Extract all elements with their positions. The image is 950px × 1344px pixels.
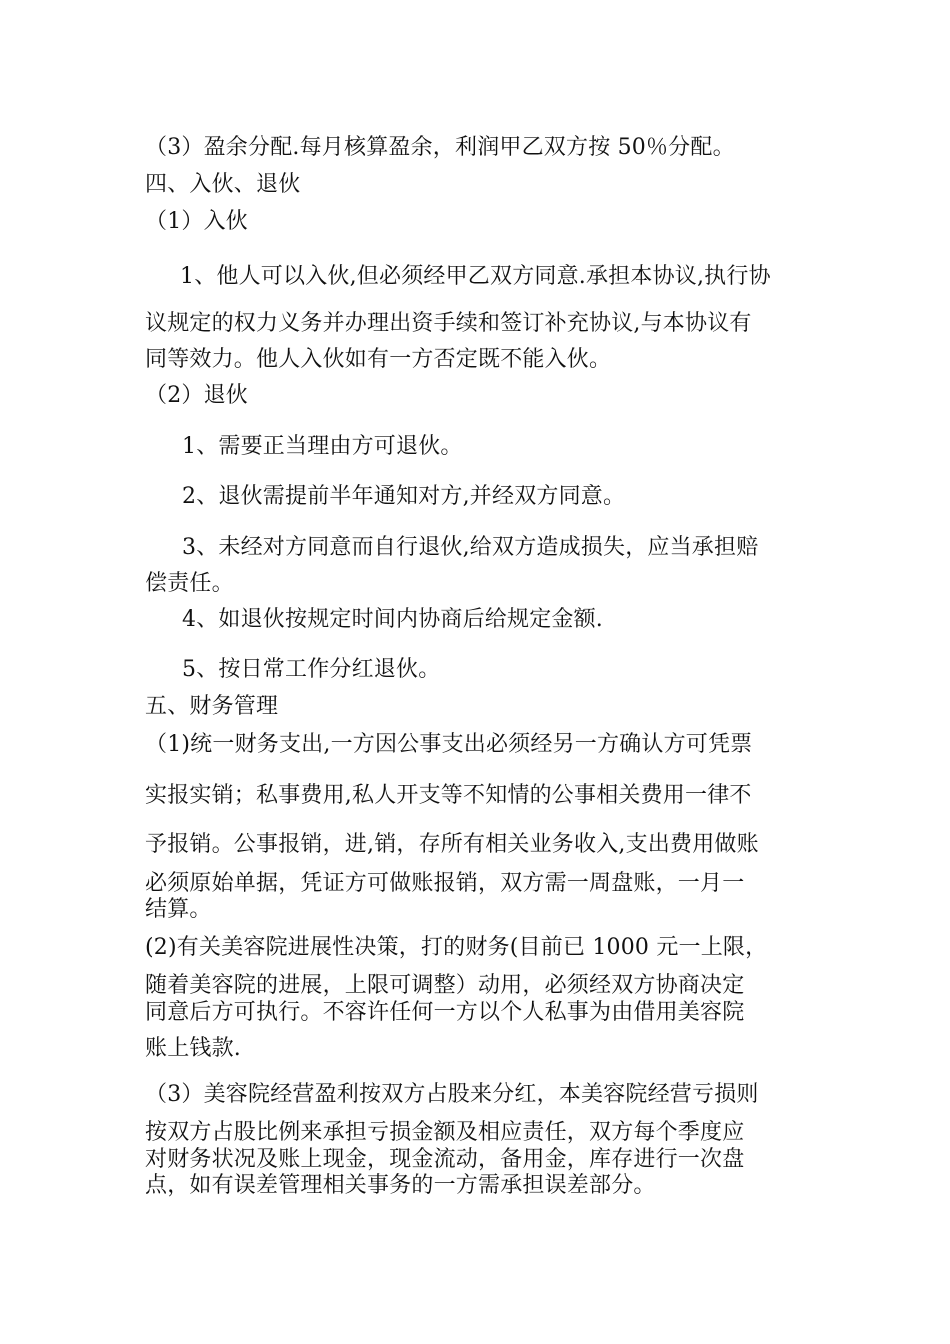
exit-clause-4: 4、如退伙按规定时间内协商后给规定金额. — [182, 607, 603, 632]
finance-clause-1-line-4: 必须原始单据，凭证方可做账报销，双方需一周盘账，一月一 — [145, 871, 745, 896]
exit-clause-2: 2、退伙需提前半年通知对方,并经双方同意。 — [182, 484, 626, 509]
finance-clause-2-line-3: 同意后方可执行。不容许任何一方以个人私事为由借用美容院 — [145, 1000, 745, 1025]
join-clause-line-3: 同等效力。他人入伙如有一方否定既不能入伙。 — [145, 347, 612, 372]
exit-clause-5: 5、按日常工作分红退伙。 — [182, 657, 441, 682]
subheading-exit: （2）退伙 — [145, 383, 248, 408]
section-heading-finance: 五、财务管理 — [145, 694, 279, 719]
finance-clause-1-line-3: 予报销。公事报销，进,销，存所有相关业务收入,支出费用做账 — [145, 832, 759, 857]
join-clause-line-1: 1、他人可以入伙,但必须经甲乙双方同意.承担本协议,执行协 — [180, 264, 771, 289]
section-heading-join-exit: 四、入伙、退伙 — [145, 172, 301, 197]
exit-clause-3-line-2: 偿责任。 — [145, 571, 234, 596]
finance-clause-1-line-5: 结算。 — [145, 897, 212, 922]
finance-clause-1-line-2: 实报实销；私事费用,私人开支等不知情的公事相关费用一律不 — [145, 783, 752, 808]
subheading-join: （1）入伙 — [145, 209, 248, 234]
finance-clause-3-line-3: 对财务状况及账上现金，现金流动，备用金，库存进行一次盘 — [145, 1147, 745, 1172]
finance-clause-2-line-2: 随着美容院的进展，上限可调整）动用，必须经双方协商决定 — [145, 973, 745, 998]
finance-clause-2-line-4: 账上钱款. — [145, 1036, 241, 1061]
exit-clause-3-line-1: 3、未经对方同意而自行退伙,给双方造成损失，应当承担赔 — [182, 535, 759, 560]
finance-clause-3-line-1: （3）美容院经营盈利按双方占股来分红，本美容院经营亏损则 — [145, 1082, 759, 1107]
finance-clause-3-line-4: 点，如有误差管理相关事务的一方需承担误差部分。 — [145, 1173, 656, 1198]
join-clause-line-2: 议规定的权力义务并办理出资手续和签订补充协议,与本协议有 — [145, 311, 752, 336]
finance-clause-3-line-2: 按双方占股比例来承担亏损金额及相应责任，双方每个季度应 — [145, 1120, 745, 1145]
profit-distribution-line: （3）盈余分配.每月核算盈余，利润甲乙双方按 50％分配。 — [145, 135, 735, 160]
finance-clause-1-line-1: （1)统一财务支出,一方因公事支出必须经另一方确认方可凭票 — [145, 732, 753, 757]
finance-clause-2-line-1: (2)有关美容院进展性决策，打的财务(目前已 1000 元一上限， — [145, 935, 768, 960]
exit-clause-1: 1、需要正当理由方可退伙。 — [182, 434, 463, 459]
